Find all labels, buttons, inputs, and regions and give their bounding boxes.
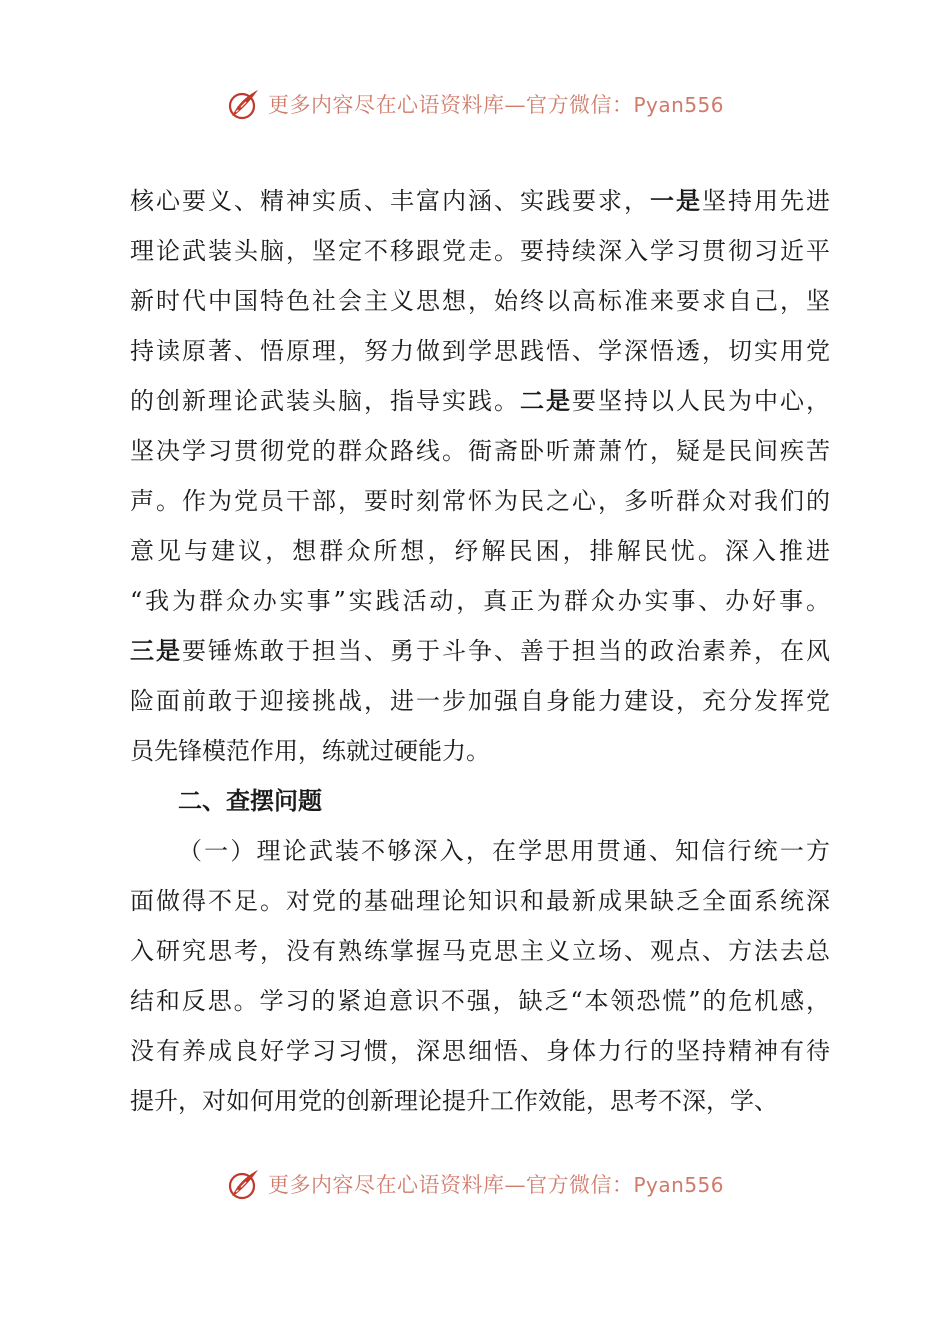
text-line: （一）理论武装不够深入，在学思用贯通、知信行统一方 <box>178 837 830 865</box>
quill-logo-icon <box>226 86 262 122</box>
text-line: 理论武装头脑，坚定不移跟党走。要持续深入学习贯彻习近平 <box>130 237 830 265</box>
text-line: 入研究思考，没有熟练掌握马克思主义立场、观点、方法去总 <box>130 937 830 965</box>
text-line: 意见与建议，想群众所想，纾解民困，排解民忧。深入推进 <box>130 537 830 565</box>
document-body <box>130 176 830 1126</box>
header-watermark-text: 更多内容尽在心语资料库—官方微信：Pyan556 <box>267 93 724 117</box>
footer-watermark-text: 更多内容尽在心语资料库—官方微信：Pyan556 <box>267 1173 724 1197</box>
text-line: 险面前敢于迎接挑战，进一步加强自身能力建设，充分发挥党 <box>130 687 830 715</box>
text-line: 的创新理论武装头脑，指导实践。二是要坚持以人民为中心， <box>130 387 830 415</box>
text-line: 面做得不足。对党的基础理论知识和最新成果缺乏全面系统深 <box>130 887 830 915</box>
text-line: 没有养成良好学习习惯，深思细悟、身体力行的坚持精神有待 <box>130 1037 830 1065</box>
text-line: 三是要锤炼敢于担当、勇于斗争、善于担当的政治素养，在风 <box>130 637 830 665</box>
quill-logo-icon <box>226 1166 262 1202</box>
header-watermark-banner <box>0 84 950 124</box>
text-line: 持读原著、悟原理，努力做到学思践悟、学深悟透，切实用党 <box>130 337 830 365</box>
text-line: 结和反思。学习的紧迫意识不强，缺乏“本领恐慌”的危机感， <box>130 987 830 1015</box>
text-line: 提升，对如何用党的创新理论提升工作效能，思考不深，学、 <box>130 1087 778 1115</box>
section-heading: 二、查摆问题 <box>178 787 322 815</box>
text-line: “我为群众办实事”实践活动，真正为群众办实事、办好事。 <box>130 587 830 615</box>
text-line: 新时代中国特色社会主义思想，始终以高标准来要求自己，坚 <box>130 287 830 315</box>
footer-watermark-banner <box>0 1164 950 1204</box>
text-line: 核心要义、精神实质、丰富内涵、实践要求，一是坚持用先进 <box>130 187 830 215</box>
text-line: 声。作为党员干部，要时刻常怀为民之心，多听群众对我们的 <box>130 487 830 515</box>
text-line: 员先锋模范作用，练就过硬能力。 <box>130 737 490 765</box>
text-line: 坚决学习贯彻党的群众路线。衙斋卧听萧萧竹，疑是民间疾苦 <box>130 437 830 465</box>
